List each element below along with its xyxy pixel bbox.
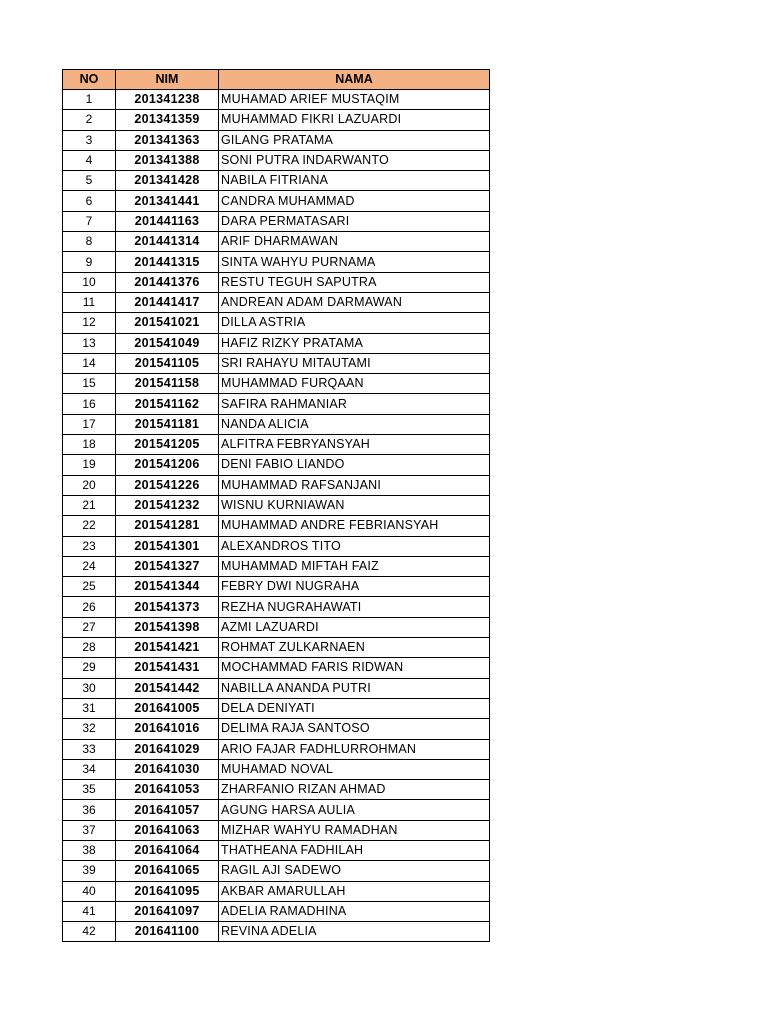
table-row bbox=[63, 90, 490, 110]
no-cell: 28 bbox=[63, 638, 116, 658]
table-row bbox=[63, 110, 490, 130]
nama-cell: NABILA FITRIANA bbox=[219, 171, 490, 191]
nama-cell: MUHAMAD ARIEF MUSTAQIM bbox=[219, 90, 490, 110]
no-cell: 17 bbox=[63, 414, 116, 434]
no-cell: 7 bbox=[63, 211, 116, 231]
nim-cell: 201541206 bbox=[116, 455, 219, 475]
table-row bbox=[63, 638, 490, 658]
nim-cell: 201541421 bbox=[116, 638, 219, 658]
nama-cell: FEBRY DWI NUGRAHA bbox=[219, 577, 490, 597]
nim-cell: 201541049 bbox=[116, 333, 219, 353]
nama-cell: GILANG PRATAMA bbox=[219, 130, 490, 150]
nim-cell: 201541431 bbox=[116, 658, 219, 678]
nim-cell: 201641057 bbox=[116, 800, 219, 820]
nama-cell: DELA DENIYATI bbox=[219, 698, 490, 718]
no-cell: 9 bbox=[63, 252, 116, 272]
nama-cell: NANDA ALICIA bbox=[219, 414, 490, 434]
no-cell: 1 bbox=[63, 90, 116, 110]
no-cell: 18 bbox=[63, 435, 116, 455]
nama-cell: RAGIL AJI SADEWO bbox=[219, 861, 490, 881]
table-row bbox=[63, 414, 490, 434]
table-row bbox=[63, 394, 490, 414]
table-header bbox=[63, 70, 490, 90]
nim-cell: 201641065 bbox=[116, 861, 219, 881]
nama-cell: RESTU TEGUH SAPUTRA bbox=[219, 272, 490, 292]
nama-cell: MUHAMMAD FIKRI LAZUARDI bbox=[219, 110, 490, 130]
no-cell: 24 bbox=[63, 556, 116, 576]
no-cell: 33 bbox=[63, 739, 116, 759]
nim-cell: 201641029 bbox=[116, 739, 219, 759]
nim-cell: 201541105 bbox=[116, 353, 219, 373]
nama-cell: DARA PERMATASARI bbox=[219, 211, 490, 231]
nim-cell: 201641030 bbox=[116, 759, 219, 779]
table-row bbox=[63, 759, 490, 779]
table-row bbox=[63, 252, 490, 272]
no-cell: 39 bbox=[63, 861, 116, 881]
nim-cell: 201341428 bbox=[116, 171, 219, 191]
nama-cell: SINTA WAHYU PURNAMA bbox=[219, 252, 490, 272]
nim-cell: 201541344 bbox=[116, 577, 219, 597]
table-row bbox=[63, 861, 490, 881]
no-cell: 6 bbox=[63, 191, 116, 211]
nama-cell: MUHAMAD NOVAL bbox=[219, 759, 490, 779]
nama-cell: MOCHAMMAD FARIS RIDWAN bbox=[219, 658, 490, 678]
no-cell: 25 bbox=[63, 577, 116, 597]
no-cell: 13 bbox=[63, 333, 116, 353]
nim-cell: 201541442 bbox=[116, 678, 219, 698]
no-cell: 22 bbox=[63, 516, 116, 536]
no-cell: 35 bbox=[63, 780, 116, 800]
table-row bbox=[63, 577, 490, 597]
nama-cell: MIZHAR WAHYU RAMADHAN bbox=[219, 820, 490, 840]
nama-cell: ANDREAN ADAM DARMAWAN bbox=[219, 292, 490, 312]
table-row bbox=[63, 678, 490, 698]
table-row bbox=[63, 211, 490, 231]
nim-cell: 201541226 bbox=[116, 475, 219, 495]
nama-cell: ARIO FAJAR FADHLURROHMAN bbox=[219, 739, 490, 759]
student-list-table bbox=[62, 69, 490, 942]
no-cell: 10 bbox=[63, 272, 116, 292]
header-nim: NIM bbox=[116, 70, 219, 90]
no-cell: 30 bbox=[63, 678, 116, 698]
no-cell: 15 bbox=[63, 374, 116, 394]
nim-cell: 201341441 bbox=[116, 191, 219, 211]
nama-cell: AKBAR AMARULLAH bbox=[219, 881, 490, 901]
nim-cell: 201341363 bbox=[116, 130, 219, 150]
no-cell: 8 bbox=[63, 232, 116, 252]
no-cell: 31 bbox=[63, 698, 116, 718]
nim-cell: 201641100 bbox=[116, 922, 219, 942]
table-row bbox=[63, 719, 490, 739]
table-row bbox=[63, 374, 490, 394]
nama-cell: HAFIZ RIZKY PRATAMA bbox=[219, 333, 490, 353]
table-row bbox=[63, 617, 490, 637]
table-row bbox=[63, 597, 490, 617]
nama-cell: AZMI LAZUARDI bbox=[219, 617, 490, 637]
no-cell: 19 bbox=[63, 455, 116, 475]
table-row bbox=[63, 130, 490, 150]
nama-cell: NABILLA ANANDA PUTRI bbox=[219, 678, 490, 698]
no-cell: 2 bbox=[63, 110, 116, 130]
nim-cell: 201541301 bbox=[116, 536, 219, 556]
nim-cell: 201641005 bbox=[116, 698, 219, 718]
table-row bbox=[63, 272, 490, 292]
nim-cell: 201541021 bbox=[116, 313, 219, 333]
table-row bbox=[63, 232, 490, 252]
table-row bbox=[63, 292, 490, 312]
nama-cell: ALEXANDROS TITO bbox=[219, 536, 490, 556]
table-row bbox=[63, 353, 490, 373]
no-cell: 20 bbox=[63, 475, 116, 495]
table-row bbox=[63, 840, 490, 860]
nim-cell: 201541281 bbox=[116, 516, 219, 536]
table-row bbox=[63, 516, 490, 536]
no-cell: 3 bbox=[63, 130, 116, 150]
nim-cell: 201441163 bbox=[116, 211, 219, 231]
no-cell: 23 bbox=[63, 536, 116, 556]
table-row bbox=[63, 455, 490, 475]
nama-cell: SAFIRA RAHMANIAR bbox=[219, 394, 490, 414]
table-row bbox=[63, 435, 490, 455]
nim-cell: 201541158 bbox=[116, 374, 219, 394]
nim-cell: 201541398 bbox=[116, 617, 219, 637]
no-cell: 5 bbox=[63, 171, 116, 191]
nim-cell: 201441417 bbox=[116, 292, 219, 312]
nama-cell: SRI RAHAYU MITAUTAMI bbox=[219, 353, 490, 373]
nama-cell: MUHAMMAD RAFSANJANI bbox=[219, 475, 490, 495]
header-nama: NAMA bbox=[219, 70, 490, 90]
no-cell: 40 bbox=[63, 881, 116, 901]
no-cell: 21 bbox=[63, 495, 116, 515]
nama-cell: MUHAMMAD FURQAAN bbox=[219, 374, 490, 394]
nama-cell: REZHA NUGRAHAWATI bbox=[219, 597, 490, 617]
table-row bbox=[63, 556, 490, 576]
table-row bbox=[63, 333, 490, 353]
nama-cell: MUHAMMAD ANDRE FEBRIANSYAH bbox=[219, 516, 490, 536]
nama-cell: CANDRA MUHAMMAD bbox=[219, 191, 490, 211]
nim-cell: 201541373 bbox=[116, 597, 219, 617]
nama-cell: ADELIA RAMADHINA bbox=[219, 901, 490, 921]
no-cell: 11 bbox=[63, 292, 116, 312]
nim-cell: 201641095 bbox=[116, 881, 219, 901]
nim-cell: 201641063 bbox=[116, 820, 219, 840]
nim-cell: 201541162 bbox=[116, 394, 219, 414]
nama-cell: ARIF DHARMAWAN bbox=[219, 232, 490, 252]
nim-cell: 201641016 bbox=[116, 719, 219, 739]
nama-cell: REVINA ADELIA bbox=[219, 922, 490, 942]
nama-cell: WISNU KURNIAWAN bbox=[219, 495, 490, 515]
table-row bbox=[63, 881, 490, 901]
nama-cell: AGUNG HARSA AULIA bbox=[219, 800, 490, 820]
no-cell: 27 bbox=[63, 617, 116, 637]
nama-cell: ALFITRA FEBRYANSYAH bbox=[219, 435, 490, 455]
table-row bbox=[63, 171, 490, 191]
table-row bbox=[63, 313, 490, 333]
nim-cell: 201441314 bbox=[116, 232, 219, 252]
table-row bbox=[63, 820, 490, 840]
table-body bbox=[63, 90, 490, 942]
table-row bbox=[63, 475, 490, 495]
nama-cell: MUHAMMAD MIFTAH FAIZ bbox=[219, 556, 490, 576]
table-row bbox=[63, 191, 490, 211]
table-row bbox=[63, 698, 490, 718]
header-no: NO bbox=[63, 70, 116, 90]
nim-cell: 201541327 bbox=[116, 556, 219, 576]
table-row bbox=[63, 739, 490, 759]
nama-cell: DENI FABIO LIANDO bbox=[219, 455, 490, 475]
no-cell: 34 bbox=[63, 759, 116, 779]
table-row bbox=[63, 536, 490, 556]
table-row bbox=[63, 922, 490, 942]
table-row bbox=[63, 780, 490, 800]
no-cell: 42 bbox=[63, 922, 116, 942]
nim-cell: 201541205 bbox=[116, 435, 219, 455]
nim-cell: 201341388 bbox=[116, 150, 219, 170]
nama-cell: SONI PUTRA INDARWANTO bbox=[219, 150, 490, 170]
nama-cell: DELIMA RAJA SANTOSO bbox=[219, 719, 490, 739]
table-row bbox=[63, 150, 490, 170]
nim-cell: 201441315 bbox=[116, 252, 219, 272]
nama-cell: DILLA ASTRIA bbox=[219, 313, 490, 333]
nim-cell: 201641064 bbox=[116, 840, 219, 860]
nim-cell: 201341238 bbox=[116, 90, 219, 110]
nim-cell: 201641053 bbox=[116, 780, 219, 800]
nama-cell: ROHMAT ZULKARNAEN bbox=[219, 638, 490, 658]
nama-cell: THATHEANA FADHILAH bbox=[219, 840, 490, 860]
nim-cell: 201341359 bbox=[116, 110, 219, 130]
table-row bbox=[63, 800, 490, 820]
no-cell: 37 bbox=[63, 820, 116, 840]
table-row bbox=[63, 901, 490, 921]
nama-cell: ZHARFANIO RIZAN AHMAD bbox=[219, 780, 490, 800]
nim-cell: 201541181 bbox=[116, 414, 219, 434]
no-cell: 12 bbox=[63, 313, 116, 333]
no-cell: 36 bbox=[63, 800, 116, 820]
no-cell: 16 bbox=[63, 394, 116, 414]
nim-cell: 201641097 bbox=[116, 901, 219, 921]
header-row bbox=[63, 70, 490, 90]
no-cell: 26 bbox=[63, 597, 116, 617]
no-cell: 14 bbox=[63, 353, 116, 373]
no-cell: 38 bbox=[63, 840, 116, 860]
no-cell: 29 bbox=[63, 658, 116, 678]
no-cell: 41 bbox=[63, 901, 116, 921]
table-row bbox=[63, 495, 490, 515]
no-cell: 4 bbox=[63, 150, 116, 170]
nim-cell: 201441376 bbox=[116, 272, 219, 292]
table-row bbox=[63, 658, 490, 678]
no-cell: 32 bbox=[63, 719, 116, 739]
nim-cell: 201541232 bbox=[116, 495, 219, 515]
